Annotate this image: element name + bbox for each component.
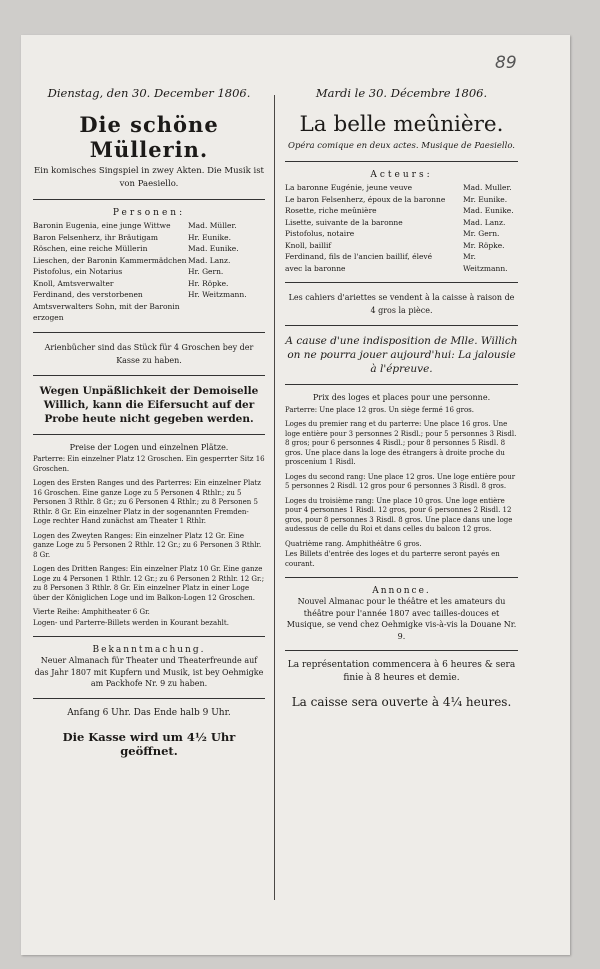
prices-fr: [285, 393, 518, 569]
role: Rosette, riche meûnière: [285, 206, 377, 215]
price-item: Parterre: Ein einzelner Platz 12 Groschen. Ein gesperrter Sitz 16 Groschen.: [33, 455, 265, 473]
german-column: [33, 86, 265, 758]
role: Knoll, Amtsverwalter: [33, 278, 114, 288]
role: Knoll, baillif: [285, 240, 332, 250]
actor: Mad. Muller.: [463, 183, 512, 192]
role: Pistofolus, notaire: [285, 229, 355, 238]
cast-row: [285, 182, 518, 194]
divider: [33, 199, 265, 200]
role: Röschen, eine reiche Müllerin: [33, 244, 148, 253]
actor: Mad. Eunike.: [188, 244, 239, 253]
role: Pistofolus, ein Notarius: [33, 267, 123, 276]
divider: [285, 161, 518, 162]
box-office-fr: La caisse sera ouverte à 4¼ heures.: [291, 695, 512, 709]
date-fr: Mardi le 30. Décembre 1806.: [315, 86, 488, 100]
divider: [33, 434, 265, 435]
divider: [285, 650, 518, 651]
price-item: Logen- und Parterre-Billets werden in Kourant bezahlt.: [33, 618, 229, 627]
actor: Hr. Weitzmann.: [188, 290, 247, 299]
title-de: Die schöne Müllerin.: [79, 112, 219, 162]
cast-row: [33, 266, 265, 278]
actor: Mr. Gern.: [463, 229, 500, 238]
cast-row: [33, 232, 265, 244]
cast-row: [285, 194, 518, 206]
price-item: Vierte Reihe: Amphitheater 6 Gr.: [33, 608, 150, 616]
divider: [285, 384, 518, 385]
times-fr: La représentation commencera à 6 heures & sera finie à 8 heures et demie.: [287, 660, 516, 683]
libretto-note-de: Arienbücher sind das Stück für 4 Groschen bey der Kasse zu haben.: [44, 342, 254, 365]
actor: Mad. Eunike.: [463, 206, 514, 215]
actor: Hr. Gern.: [188, 267, 224, 276]
actor: Mad. Lanz.: [188, 255, 231, 265]
price-item: Logen des Dritten Ranges: Ein einzelner Platz 10 Gr. Eine ganze Loge zu 4 Personen 1 Rthlr. 12 Gr.; zu 6 Personen 2 Rthlr. 12 Gr.; zu 8 Personen 3 Rthlr. 8 Gr. Ein einzelner Platz in einer Loge über der Königlichen Loge und im Balkon-Logen 12 Groschen.: [33, 565, 265, 602]
actor: Mr. Röpke.: [463, 240, 505, 250]
cast-list-fr: [285, 182, 518, 274]
cancellation-fr: A cause d'une indisposition de Mlle. Willich on ne pourra jouer aujourd'hui: La jalousie à l'épreuve.: [285, 335, 518, 375]
announcement-heading-de: Bekanntmachung.: [92, 645, 206, 655]
box-office-de: Die Kasse wird um 4½ Uhr geöffnet.: [62, 729, 236, 758]
divider: [285, 325, 518, 326]
prices-heading-de: Preise der Logen und einzelnen Plätze.: [69, 442, 229, 452]
actor: Mr. Eunike.: [463, 194, 508, 204]
divider: [33, 375, 265, 376]
announcement-fr: Nouvel Almanac pour le théâtre et les amateurs du théâtre pour l'année 1807 avec tailles-douces et Musique, se vend chez Oehmigke vis-à-vis la Douane Nr. 9.: [286, 597, 517, 641]
divider: [33, 332, 265, 333]
role: La baronne Eugénie, jeune veuve: [285, 183, 413, 192]
announcement-heading-fr: Annonce.: [372, 586, 431, 596]
page-number: 89: [495, 53, 517, 73]
role: Lisette, suivante de la baronne: [285, 217, 403, 227]
role: Ferdinand, fils de l'ancien baillif, élevé avec la baronne: [285, 252, 433, 273]
role: Le baron Felsenherz, époux de la baronne: [285, 194, 446, 204]
price-item: Loges du troisième rang: Une place 10 gros. Une loge entière pour 4 personnes 1 Risdl. 12 gros, pour 6 personnes 2 Risdl. 12 gros, pour 8 personnes 3 Risdl. 8 gros. Une place dans une loge audessus de celle du Roi et dans celles du balcon 12 gros.: [285, 496, 513, 533]
divider: [285, 282, 518, 283]
date-de: Dienstag, den 30. December 1806.: [47, 86, 251, 100]
cast-row: [285, 228, 518, 240]
prices-de: [33, 443, 265, 629]
divider: [33, 636, 265, 637]
price-item: Loges du second rang: Une place 12 gros. Une loge entière pour 5 personnes 2 Risdl. 12 gros pour 6 personnes 3 Risdl. 8 gros.: [285, 472, 516, 490]
cast-list-de: [33, 220, 265, 324]
cast-row: [33, 278, 265, 290]
actor: Hr. Röpke.: [188, 278, 229, 288]
french-column: [285, 86, 518, 709]
actor: Mad. Müller.: [188, 221, 237, 230]
cancellation-de: Wegen Unpäßlichkeit der Demoiselle Willich, kann die Eifersucht auf der Probe heute nicht gegeben werden.: [39, 384, 259, 425]
cast-row: [285, 240, 518, 252]
role: Baron Felsenherz, ihr Bräutigam: [33, 232, 159, 242]
title-fr: La belle meûnière.: [299, 112, 504, 137]
price-item: Parterre: Une place 12 gros. Un siège fermé 16 gros.: [285, 405, 474, 414]
cast-row: [33, 220, 265, 232]
cast-row: [285, 205, 518, 217]
prices-heading-fr: Prix des loges et places pour une personne.: [312, 393, 491, 402]
times-de: Anfang 6 Uhr. Das Ende halb 9 Uhr.: [67, 707, 231, 718]
price-item: Loges du premier rang et du parterre: Une place 16 gros. Une loge entière pour 3 personnes 2 Risdl.; pour 5 personnes 3 Risdl. 8 gros; pour 6 personnes 4 Risdl.; pour 8 personnes 5 Risdl. 8 gros. Une place dans la loge des étrangers à droite proche du proscenium 1 Risdl.: [285, 420, 517, 466]
price-item: Quatrième rang. Amphithéâtre 6 gros.: [285, 539, 422, 548]
price-item: Les Billets d'entrée des loges et du parterre seront payés en courant.: [285, 550, 500, 568]
divider: [285, 577, 518, 578]
actor: Mad. Lanz.: [463, 217, 506, 227]
subtitle-fr: Opéra comique en deux actes. Musique de Paesiello.: [288, 141, 515, 151]
price-item: Logen des Ersten Ranges und des Parterres: Ein einzelner Platz 16 Groschen. Eine ganze Loge zu 5 Personen 4 Rthlr.; zu 5 Personen 3 Rthlr. 8 Gr.; zu 6 Personen 4 Rthlr.; zu 8 Personen 5 Rthlr. 8 Gr. Ein einzelner Platz in der sogenannten Fremden-Loge rechter Hand zunächst am Theater 1 Rthlr.: [33, 479, 261, 525]
price-item: Logen des Zweyten Ranges: Ein einzelner Platz 12 Gr. Eine ganze Loge zu 5 Personen 2 Rthlr. 12 Gr.; zu 6 Personen 3 Rthlr. 8 Gr.: [33, 531, 262, 559]
role: Baronin Eugenia, eine junge Wittwe: [33, 221, 171, 230]
cast-row: [285, 217, 518, 229]
cast-row: [33, 243, 265, 255]
role: Lieschen, der Baronin Kammermädchen: [33, 255, 187, 265]
divider: [33, 698, 265, 699]
announcement-de: Neuer Almanach für Theater und Theaterfreunde auf das Jahr 1807 mit Kupfern und Musik, ist bey Oehmigke am Packhofe Nr. 9 zu haben.: [34, 656, 264, 688]
subtitle-de: Ein komisches Singspiel in zwey Akten. Die Musik ist von Paesiello.: [34, 166, 264, 189]
cast-row: [33, 289, 265, 324]
role: Ferdinand, des verstorbenen Amtsverwalters Sohn, mit der Baronin erzogen: [33, 290, 180, 322]
libretto-note-fr: Les cahiers d'ariettes se vendent à la caisse à raison de 4 gros la pièce.: [288, 293, 515, 315]
actor: Mr. Weitzmann.: [463, 252, 508, 273]
actor: Hr. Eunike.: [188, 232, 231, 242]
cast-heading-de: Personen:: [112, 208, 186, 218]
column-divider: [274, 95, 275, 900]
cast-row: [33, 255, 265, 267]
cast-heading-fr: Acteurs:: [370, 170, 433, 180]
cast-row: [285, 251, 518, 274]
